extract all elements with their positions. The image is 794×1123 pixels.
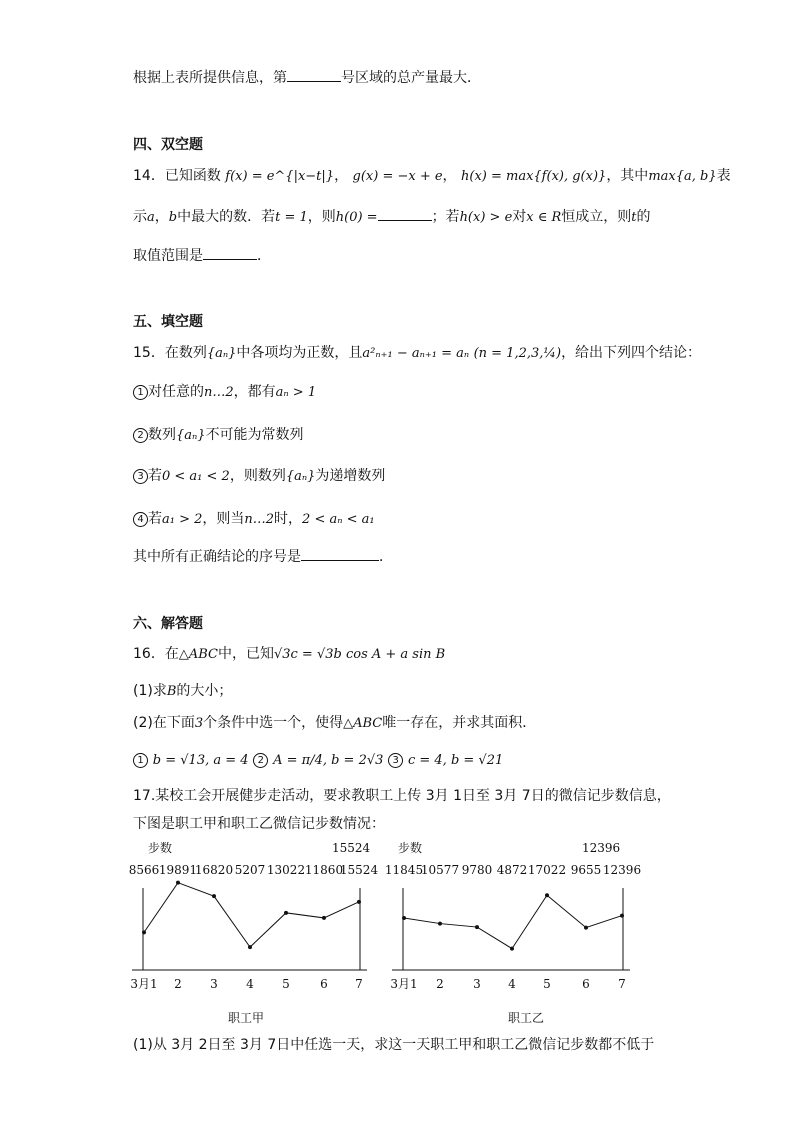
q16-intro <box>133 644 445 665</box>
q14-text: 14．已知函数 <box>133 168 221 184</box>
math-sequence: {aₙ} <box>285 469 316 484</box>
q15-text: 对任意的 <box>148 384 204 400</box>
answer-blank[interactable] <box>287 67 341 82</box>
q16-text: 中，已知 <box>217 646 274 662</box>
data-value-label: 8566 <box>128 863 160 877</box>
math-n-cond: n…2 <box>204 385 234 400</box>
q15-text: ，都有 <box>233 384 276 400</box>
q14-text: ；若 <box>431 209 460 225</box>
q16-text: (2)在下面 <box>133 715 195 731</box>
q14-text: ，其中 <box>606 168 649 184</box>
math-sequence: {aₙ} <box>206 346 237 361</box>
q13-text: 根据上表所提供信息，第 <box>133 70 287 86</box>
x-tick-label: 2 <box>174 977 182 991</box>
math-inequality: aₙ > 1 <box>275 385 317 400</box>
math-sequence: {aₙ} <box>176 428 206 443</box>
q16-text: 16．在 <box>133 646 179 662</box>
math-g-definition: g(x) = −x + e <box>352 169 443 184</box>
data-value-label: 10577 <box>420 863 460 877</box>
data-value-label: 13022 <box>266 863 306 877</box>
math-inequality: 2 < aₙ < a₁ <box>302 512 375 527</box>
x-tick-label: 6 <box>582 977 590 991</box>
math-condition-3: c = 4, b = √21 <box>407 753 504 768</box>
q15-text: 中各项均为正数，且 <box>236 345 363 361</box>
data-point <box>584 926 588 930</box>
math-condition: a₁ > 2 <box>162 512 203 527</box>
x-tick-label: 6 <box>320 977 328 991</box>
x-tick-label: 4 <box>508 977 516 991</box>
q15-text: 15．在数列 <box>133 345 207 361</box>
q14-line3: 取值范围是 ． <box>133 245 271 266</box>
data-point <box>248 945 252 949</box>
data-value-label: 19891 <box>158 863 198 877</box>
top-value-label: 12396 <box>582 841 621 855</box>
circled-number-4: 4 <box>133 512 148 527</box>
q17-part1: (1)从 3月 2日至 3月 7日中任选一天，求这一天职工甲和职工乙微信记步数都不低于 <box>133 1037 655 1053</box>
data-point <box>402 916 406 920</box>
data-value-label: 9780 <box>461 863 493 877</box>
data-point <box>176 881 180 885</box>
q16-text: (1)求 <box>133 683 167 699</box>
q15-text: 时， <box>274 511 303 527</box>
circled-number-3: 3 <box>388 753 403 768</box>
q15-conclusion-4 <box>133 509 375 530</box>
q16-text: 个条件中选一个，使得 <box>203 715 344 731</box>
section-heading: 四、双空题 <box>133 137 203 153</box>
circled-number-2: 2 <box>253 753 268 768</box>
q17-line2: 下图是职工甲和职工乙微信记步数情况： <box>133 816 385 832</box>
math-triangle: △ABC <box>178 647 218 662</box>
q15-text: 为递增数列 <box>315 468 386 484</box>
answer-blank[interactable] <box>301 546 379 561</box>
q15-conclusion-2 <box>133 425 304 446</box>
data-value-label: 11845 <box>384 863 424 877</box>
section-heading: 五、填空题 <box>133 314 203 330</box>
x-tick-label: 7 <box>618 977 626 991</box>
q15-conclusion-3 <box>133 466 385 487</box>
x-tick-label: 3月1 <box>130 977 158 991</box>
chart-worker-a <box>128 836 378 1036</box>
data-point <box>475 925 479 929</box>
q13-text: 号区域的总产量最大． <box>341 70 481 86</box>
data-value-label: 16820 <box>194 863 234 877</box>
math-max-definition: max{a, b} <box>648 169 717 184</box>
data-point <box>545 893 549 897</box>
x-tick-label: 5 <box>543 977 551 991</box>
x-tick-label: 3 <box>473 977 481 991</box>
data-point <box>142 930 146 934</box>
q15-text: 数列 <box>148 427 176 443</box>
answer-blank[interactable] <box>203 245 257 260</box>
x-tick-label: 5 <box>282 977 290 991</box>
circled-number-1: 1 <box>133 753 148 768</box>
section-heading: 六、解答题 <box>133 616 203 632</box>
circled-number-3: 3 <box>133 469 148 484</box>
q14-line1: 14．已知函数 f(x) = e^{|x−t|}， g(x) = −x + e， h(x) = max{f(x), g(x)}，其中max{a, b}表 <box>133 168 731 184</box>
data-point <box>322 916 326 920</box>
q14-text: 对 <box>512 209 527 225</box>
data-point <box>620 914 624 918</box>
math-recurrence: a²ₙ₊₁ − aₙ₊₁ = aₙ <box>362 346 470 361</box>
data-value-label: 15524 <box>339 863 378 877</box>
q14-text: 示 <box>133 209 147 225</box>
chart-worker-b <box>380 836 642 1036</box>
q15-text: 若 <box>148 511 162 527</box>
math-B: B <box>166 684 177 699</box>
q15-text: 其中所有正确结论的序号是 <box>133 549 301 565</box>
math-b: b <box>168 210 178 225</box>
q15-ask: 其中所有正确结论的序号是 ． <box>133 546 393 567</box>
q15-text: ，给出下列四个结论： <box>561 345 702 361</box>
math-three: 3 <box>194 716 204 731</box>
answer-blank[interactable] <box>378 206 432 221</box>
q14-text: ，则 <box>307 209 336 225</box>
data-value-label: 4872 <box>496 863 528 877</box>
q14-text: 恒成立，则 <box>561 209 632 225</box>
x-tick-label: 2 <box>436 977 444 991</box>
x-tick-label: 4 <box>246 977 254 991</box>
data-value-label: 9655 <box>570 863 602 877</box>
x-tick-label: 3 <box>210 977 218 991</box>
series-line <box>144 883 359 947</box>
math-condition-2: A = π/4, b = 2√3 <box>273 753 384 768</box>
math-t: t <box>631 210 637 225</box>
data-point <box>438 922 442 926</box>
x-tick-label: 3月1 <box>390 977 418 991</box>
q14-text: 的 <box>636 209 651 225</box>
q16-conditions <box>133 749 503 771</box>
math-x-condition: x ∈ R <box>526 210 562 225</box>
q13-tail <box>133 67 481 88</box>
y-axis-label: 步数 <box>398 841 423 855</box>
math-h-condition: h(x) > e <box>459 210 513 225</box>
series-line <box>404 895 622 948</box>
q15-intro <box>133 343 701 364</box>
math-n-range: (n = 1,2,3,¼) <box>473 346 562 361</box>
data-point <box>357 900 361 904</box>
data-point <box>510 947 514 951</box>
q15-text: ，则数列 <box>229 468 286 484</box>
q16-part1 <box>133 681 232 702</box>
math-condition: 0 < a₁ < 2 <box>162 469 230 484</box>
top-value-label: 15524 <box>332 841 371 855</box>
math-h0: h(0) = <box>335 210 378 225</box>
q15-conclusion-1 <box>133 382 316 403</box>
q17-line1: 17.某校工会开展健步走活动，要求教职工上传 3月 1日至 3月 7日的微信记步数信息， <box>133 788 671 804</box>
data-value-label: 5207 <box>234 863 266 877</box>
math-t-condition: t = 1 <box>275 210 308 225</box>
math-equation: √3c = √3b cos A + a sin B <box>273 647 446 662</box>
math-condition-1: b = √13, a = 4 <box>152 753 249 768</box>
q16-text: 的大小； <box>176 683 233 699</box>
q14-text: 表 <box>716 168 731 184</box>
q15-text: ，则当 <box>202 511 245 527</box>
q15-text: 不可能为常数列 <box>205 427 304 443</box>
x-tick-label: 7 <box>355 977 363 991</box>
chart-title: 职工乙 <box>507 1011 545 1025</box>
circled-number-1: 1 <box>133 385 148 400</box>
q16-part2 <box>133 713 536 734</box>
math-f-definition: f(x) = e^{|x−t|} <box>225 169 335 184</box>
chart-title: 职工甲 <box>227 1011 265 1025</box>
data-value-label: 17022 <box>527 863 567 877</box>
math-triangle: △ABC <box>343 716 383 731</box>
data-point <box>284 911 288 915</box>
q16-text: 唯一存在，并求其面积． <box>382 715 537 731</box>
data-point <box>212 894 216 898</box>
q15-text: 若 <box>148 468 162 484</box>
math-h-definition: h(x) = max{f(x), g(x)} <box>461 169 607 184</box>
circled-number-2: 2 <box>133 428 148 443</box>
q14-text: 取值范围是 <box>133 248 203 264</box>
y-axis-label: 步数 <box>148 841 173 855</box>
q14-line2: 示a，b中最大的数．若t = 1，则h(0) = ；若h(x) > e对x ∈ R恒成立，则t的 <box>133 206 651 228</box>
data-value-label: 11860 <box>304 863 344 877</box>
math-n-cond: n…2 <box>244 512 275 527</box>
data-value-label: 12396 <box>602 863 642 877</box>
math-a: a <box>147 210 155 225</box>
q14-text: 中最大的数．若 <box>177 209 276 225</box>
